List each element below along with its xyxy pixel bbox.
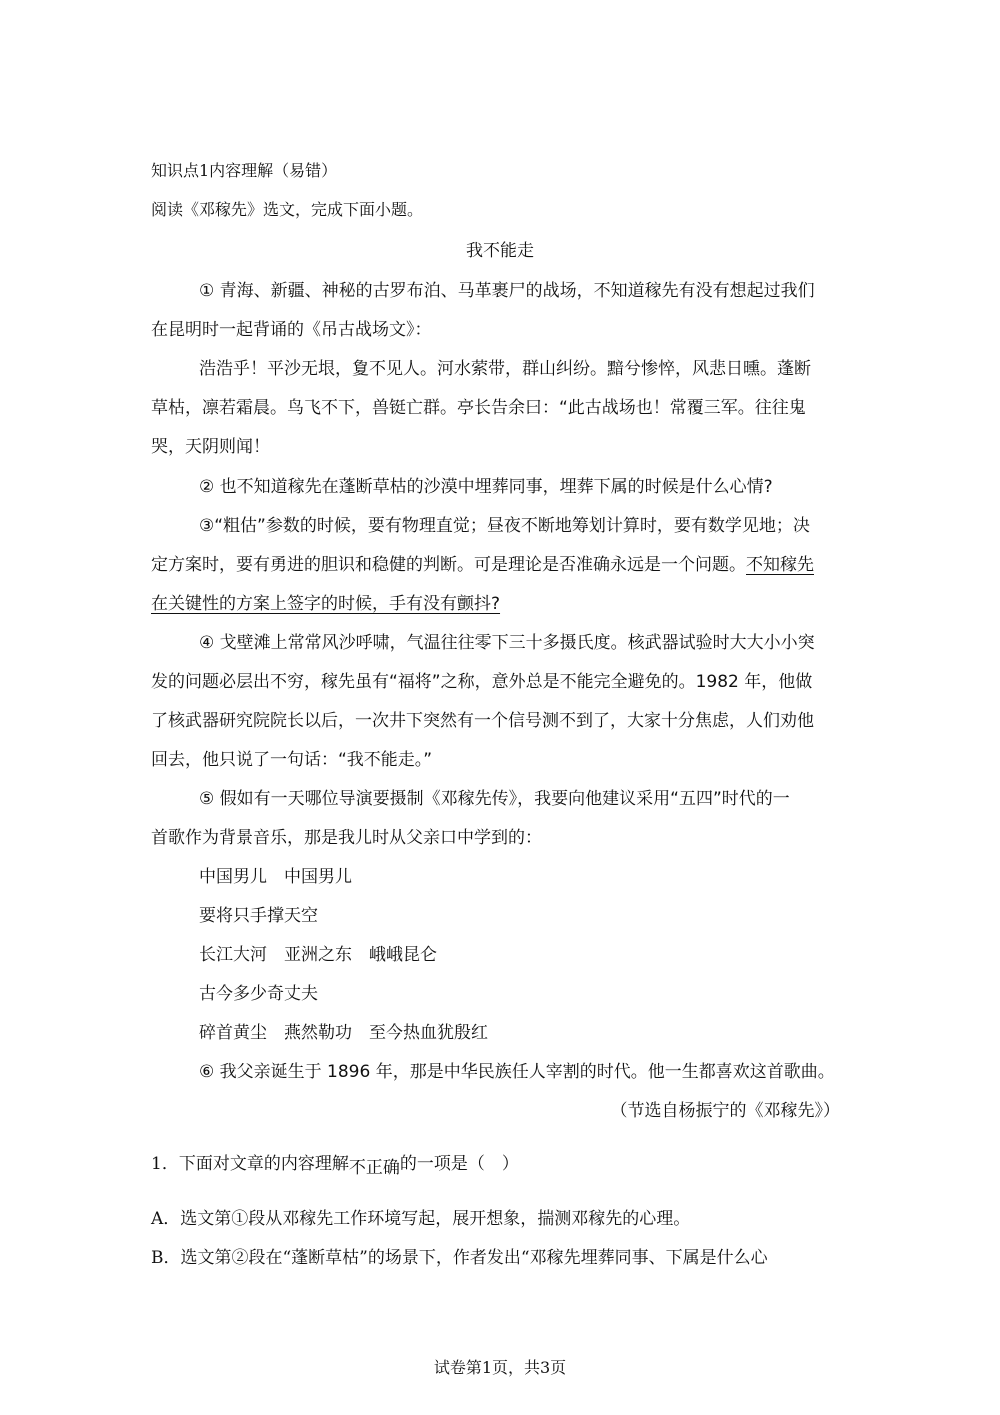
paragraph-4-line-4: 回去，他只说了一句话：“我不能走。” [151,750,433,770]
paragraph-1-line-2: 在昆明时一起背诵的《吊古战场文》： [151,320,432,340]
paragraph-4-line-3: 了核武器研究院院长以后，一次井下突然有一个信号测不到了，大家十分焦虑，人们劝他 [151,711,814,731]
reading-instruction: 阅读《邓稼先》选文，完成下面小题。 [151,200,424,219]
paragraph-2-line-1: ② 也不知道稼先在蓬断草枯的沙漠中埋葬同事，埋葬下属的时候是什么心情? [199,477,773,497]
passage-title: 我不能走 [466,241,534,261]
underlined-sentence-start: 不知稼先 [746,555,814,575]
option-a: A．选文第①段从邓稼先工作环境写起，展开想象，揣测邓稼先的心理。 [151,1209,691,1229]
question-stem-emphasis: 不正确 [348,1158,400,1178]
quote-line-2: 草枯，凛若霜晨。鸟飞不下，兽铤亡群。亭长告余曰：“此古战场也！常覆三军。往往鬼 [151,398,806,418]
song-line-3: 长江大河 亚洲之东 峨峨昆仑 [199,945,437,965]
paragraph-3-line-1: ③“粗估”参数的时候，要有物理直觉；昼夜不断地筹划计算时，要有数学见地；决 [199,516,810,536]
page-footer: 试卷第1页，共3页 [433,1358,567,1377]
song-line-5: 碎首黄尘 燕然勒功 至今热血犹殷红 [199,1023,488,1043]
paragraph-4-line-1: ④ 戈壁滩上常常风沙呼啸，气温往往零下三十多摄氏度。核武器试验时大大小小突 [199,633,815,653]
paragraph-3-line-2 [151,553,814,577]
section-heading: 知识点1内容理解（易错） [151,161,338,180]
song-line-4: 古今多少奇丈夫 [199,984,318,1004]
question-stem-part-1: 1．下面对文章的内容理解 [151,1154,349,1174]
paragraph-1-line-1: ① 青海、新疆、神秘的古罗布泊、马革裹尸的战场，不知道稼先有没有想起过我们 [199,281,815,301]
song-line-2: 要将只手撑天空 [199,906,318,926]
quote-line-3: 哭，天阴则闻！ [151,437,270,457]
paragraph-5-line-1: ⑤ 假如有一天哪位导演要摄制《邓稼先传》，我要向他建议采用“五四”时代的一 [199,789,790,809]
paragraph-4-line-2: 发的问题必层出不穷，稼先虽有“福将”之称，意外总是不能完全避免的。1982 年，他做 [151,672,813,692]
paragraph-6-line-1: ⑥ 我父亲诞生于 1896 年，那是中华民族任人宰割的时代。他一生都喜欢这首歌曲。 [199,1062,835,1082]
question-1-stem [151,1152,519,1176]
question-stem-part-2: 的一项是（ ） [399,1154,519,1174]
underlined-sentence-end: 在关键性的方案上签字的时候，手有没有颤抖? [151,594,501,614]
song-line-1: 中国男儿 中国男儿 [199,867,352,887]
source-note: （节选自杨振宁的《邓稼先》） [610,1101,840,1121]
paragraph-5-line-2: 首歌作为背景音乐，那是我儿时从父亲口中学到的： [151,828,542,848]
paragraph-3-line-2-text: 定方案时，要有勇进的胆识和稳健的判断。可是理论是否准确永远是一个问题。 [151,555,746,575]
quote-line-1: 浩浩乎！平沙无垠，夐不见人。河水萦带，群山纠纷。黯兮惨悴，风悲日曛。蓬断 [199,359,811,379]
option-b: B．选文第②段在“蓬断草枯”的场景下，作者发出“邓稼先埋葬同事、下属是什么心 [151,1248,768,1268]
